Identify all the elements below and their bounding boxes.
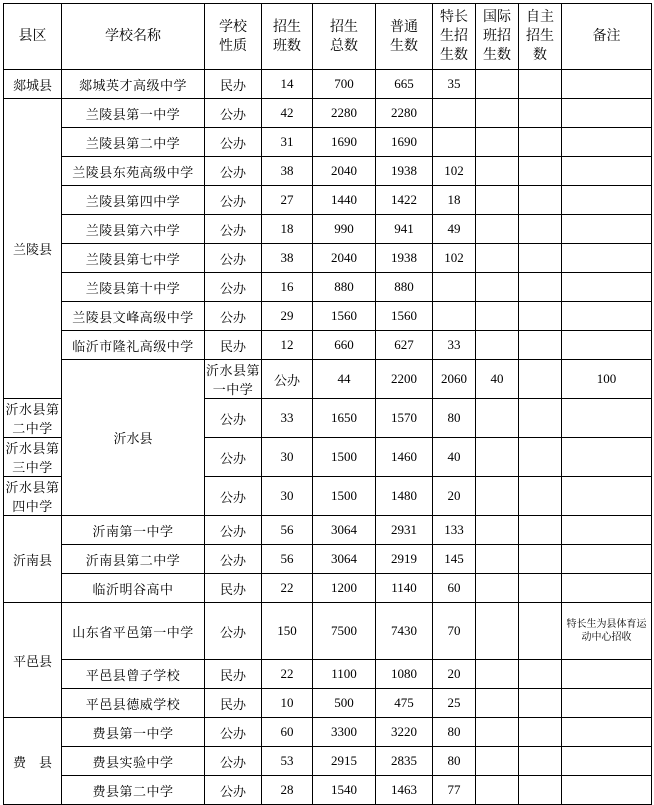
table-row [4, 273, 652, 302]
class-count-cell: 18 [262, 215, 313, 244]
specialty-students-cell: 102 [433, 157, 476, 186]
total-enrollment-cell: 2200 [376, 360, 433, 399]
county-cell: 郯城县 [4, 70, 62, 99]
table-row [4, 331, 652, 360]
total-enrollment-cell: 500 [313, 689, 376, 718]
remarks-cell: 特长生为县体育运动中心招收 [562, 603, 652, 660]
total-enrollment-cell: 990 [313, 215, 376, 244]
school-name-cell: 临沂市隆礼高级中学 [62, 331, 205, 360]
remarks-cell [562, 516, 652, 545]
school-name-cell: 费县第二中学 [62, 776, 205, 805]
school-nature-cell: 民办 [205, 689, 262, 718]
international-class-cell [476, 186, 519, 215]
specialty-students-cell: 20 [433, 477, 476, 516]
specialty-students-cell: 80 [433, 399, 476, 438]
specialty-students-cell: 33 [433, 331, 476, 360]
school-nature-cell: 公办 [205, 128, 262, 157]
table-row [4, 516, 652, 545]
total-enrollment-cell: 2915 [313, 747, 376, 776]
general-students-cell: 1570 [376, 399, 433, 438]
remarks-cell [562, 747, 652, 776]
remarks-cell [562, 399, 652, 438]
header-county: 县区 [4, 4, 62, 70]
general-students-cell: 2919 [376, 545, 433, 574]
independent-enrollment-cell [519, 660, 562, 689]
independent-enrollment-cell [519, 399, 562, 438]
total-enrollment-cell: 1540 [313, 776, 376, 805]
specialty-students-cell: 20 [433, 660, 476, 689]
class-count-cell: 42 [262, 99, 313, 128]
school-nature-cell: 民办 [205, 574, 262, 603]
specialty-students-cell [433, 99, 476, 128]
school-name-cell: 沂水县第三中学 [4, 438, 62, 477]
independent-enrollment-cell [519, 574, 562, 603]
total-enrollment-cell: 2280 [313, 99, 376, 128]
school-name-cell: 兰陵县东苑高级中学 [62, 157, 205, 186]
total-enrollment-cell: 1200 [313, 574, 376, 603]
general-students-cell: 941 [376, 215, 433, 244]
international-class-cell [476, 70, 519, 99]
specialty-students-cell [433, 128, 476, 157]
independent-enrollment-cell [519, 244, 562, 273]
table-row [4, 70, 652, 99]
header-nature: 学校性质 [205, 4, 262, 70]
specialty-students-cell [433, 302, 476, 331]
table-row [4, 603, 652, 660]
school-name-cell: 临沂明谷高中 [62, 574, 205, 603]
independent-enrollment-cell [519, 302, 562, 331]
school-nature-cell: 公办 [205, 244, 262, 273]
header-special: 特长生招生数 [433, 4, 476, 70]
total-enrollment-cell: 3064 [313, 516, 376, 545]
international-class-cell [476, 516, 519, 545]
school-nature-cell: 公办 [205, 99, 262, 128]
school-name-cell: 兰陵县第四中学 [62, 186, 205, 215]
specialty-students-cell: 80 [433, 718, 476, 747]
remarks-cell [562, 438, 652, 477]
independent-enrollment-cell: 100 [562, 360, 652, 399]
remarks-cell [562, 545, 652, 574]
county-cell: 费 县 [4, 718, 62, 805]
school-nature-cell: 公办 [205, 516, 262, 545]
remarks-cell [562, 477, 652, 516]
independent-enrollment-cell [519, 718, 562, 747]
specialty-students-cell [433, 273, 476, 302]
table-row [4, 747, 652, 776]
remarks-cell [562, 689, 652, 718]
county-cell: 沂水县 [62, 360, 205, 516]
international-class-cell [476, 273, 519, 302]
header-row [4, 4, 652, 70]
school-nature-cell: 公办 [205, 545, 262, 574]
general-students-cell: 1938 [376, 244, 433, 273]
total-enrollment-cell: 1500 [313, 477, 376, 516]
general-students-cell: 665 [376, 70, 433, 99]
international-class-cell [476, 574, 519, 603]
table-row [4, 776, 652, 805]
total-enrollment-cell: 3064 [313, 545, 376, 574]
international-class-cell [476, 128, 519, 157]
class-count-cell: 53 [262, 747, 313, 776]
total-enrollment-cell: 1650 [313, 399, 376, 438]
remarks-cell [562, 660, 652, 689]
class-count-cell: 14 [262, 70, 313, 99]
school-nature-cell: 公办 [205, 747, 262, 776]
international-class-cell [476, 776, 519, 805]
school-name-cell: 兰陵县第十中学 [62, 273, 205, 302]
table-row [4, 302, 652, 331]
independent-enrollment-cell [519, 747, 562, 776]
specialty-students-cell: 60 [433, 574, 476, 603]
specialty-students-cell: 145 [433, 545, 476, 574]
school-name-cell: 费县第一中学 [62, 718, 205, 747]
remarks-cell [562, 157, 652, 186]
international-class-cell [476, 331, 519, 360]
independent-enrollment-cell [519, 603, 562, 660]
school-nature-cell: 公办 [205, 438, 262, 477]
independent-enrollment-cell [519, 99, 562, 128]
table-row [4, 186, 652, 215]
school-nature-cell: 公办 [205, 776, 262, 805]
general-students-cell: 2835 [376, 747, 433, 776]
independent-enrollment-cell [519, 516, 562, 545]
remarks-cell [562, 302, 652, 331]
class-count-cell: 30 [262, 477, 313, 516]
school-name-cell: 兰陵县第二中学 [62, 128, 205, 157]
school-nature-cell: 公办 [262, 360, 313, 399]
total-enrollment-cell: 3300 [313, 718, 376, 747]
school-name-cell: 郯城英才高级中学 [62, 70, 205, 99]
international-class-cell [476, 244, 519, 273]
independent-enrollment-cell [519, 477, 562, 516]
class-count-cell: 30 [262, 438, 313, 477]
specialty-students-cell: 40 [433, 438, 476, 477]
school-nature-cell: 公办 [205, 273, 262, 302]
independent-enrollment-cell [519, 331, 562, 360]
county-cell: 平邑县 [4, 603, 62, 718]
header-auto: 自主招生数 [519, 4, 562, 70]
class-count-cell: 31 [262, 128, 313, 157]
school-name-cell: 兰陵县第六中学 [62, 215, 205, 244]
specialty-students-cell: 102 [433, 244, 476, 273]
table-row [4, 689, 652, 718]
total-enrollment-cell: 880 [313, 273, 376, 302]
total-enrollment-cell: 1100 [313, 660, 376, 689]
school-nature-cell: 公办 [205, 603, 262, 660]
school-nature-cell: 民办 [205, 331, 262, 360]
remarks-cell [562, 244, 652, 273]
school-name-cell: 兰陵县第一中学 [62, 99, 205, 128]
table-row [4, 215, 652, 244]
international-class-cell [476, 157, 519, 186]
school-name-cell: 沂水县第一中学 [205, 360, 262, 399]
general-students-cell: 475 [376, 689, 433, 718]
school-name-cell: 沂水县第四中学 [4, 477, 62, 516]
class-count-cell: 38 [262, 244, 313, 273]
class-count-cell: 56 [262, 516, 313, 545]
general-students-cell: 1560 [376, 302, 433, 331]
general-students-cell: 880 [376, 273, 433, 302]
county-cell: 兰陵县 [4, 99, 62, 399]
class-count-cell: 44 [313, 360, 376, 399]
general-students-cell: 627 [376, 331, 433, 360]
specialty-students-cell: 77 [433, 776, 476, 805]
header-note: 备注 [562, 4, 652, 70]
general-students-cell: 7430 [376, 603, 433, 660]
class-count-cell: 60 [262, 718, 313, 747]
school-nature-cell: 公办 [205, 186, 262, 215]
general-students-cell: 1463 [376, 776, 433, 805]
school-nature-cell: 公办 [205, 718, 262, 747]
international-class-cell [476, 718, 519, 747]
header-general: 普通生数 [376, 4, 433, 70]
school-nature-cell: 公办 [205, 477, 262, 516]
header-school: 学校名称 [62, 4, 205, 70]
international-class-cell [476, 477, 519, 516]
header-intl: 国际班招生数 [476, 4, 519, 70]
remarks-cell [562, 99, 652, 128]
specialty-students-cell: 25 [433, 689, 476, 718]
class-count-cell: 22 [262, 574, 313, 603]
specialty-students-cell: 80 [433, 747, 476, 776]
total-enrollment-cell: 1560 [313, 302, 376, 331]
general-students-cell: 1140 [376, 574, 433, 603]
table-row [4, 157, 652, 186]
specialty-students-cell: 133 [433, 516, 476, 545]
total-enrollment-cell: 2040 [313, 157, 376, 186]
independent-enrollment-cell [519, 157, 562, 186]
international-class-cell [476, 545, 519, 574]
remarks-cell [562, 574, 652, 603]
total-enrollment-cell: 660 [313, 331, 376, 360]
general-students-cell: 1938 [376, 157, 433, 186]
international-class-cell [476, 99, 519, 128]
class-count-cell: 56 [262, 545, 313, 574]
school-nature-cell: 公办 [205, 399, 262, 438]
remarks-cell [562, 273, 652, 302]
international-class-cell [476, 302, 519, 331]
general-students-cell: 1080 [376, 660, 433, 689]
school-nature-cell: 公办 [205, 302, 262, 331]
specialty-students-cell: 49 [433, 215, 476, 244]
class-count-cell: 29 [262, 302, 313, 331]
remarks-cell [562, 186, 652, 215]
independent-enrollment-cell [519, 689, 562, 718]
class-count-cell: 28 [262, 776, 313, 805]
school-nature-cell: 公办 [205, 157, 262, 186]
school-name-cell: 沂水县第二中学 [4, 399, 62, 438]
table-row [4, 718, 652, 747]
remarks-cell [562, 70, 652, 99]
class-count-cell: 12 [262, 331, 313, 360]
general-students-cell: 2931 [376, 516, 433, 545]
class-count-cell: 150 [262, 603, 313, 660]
remarks-cell [562, 128, 652, 157]
header-total: 招生总数 [313, 4, 376, 70]
class-count-cell: 22 [262, 660, 313, 689]
school-nature-cell: 民办 [205, 660, 262, 689]
county-cell: 沂南县 [4, 516, 62, 603]
independent-enrollment-cell [519, 273, 562, 302]
class-count-cell: 10 [262, 689, 313, 718]
header-classes: 招生班数 [262, 4, 313, 70]
specialty-students-cell: 35 [433, 70, 476, 99]
school-name-cell: 沂南第一中学 [62, 516, 205, 545]
general-students-cell: 2060 [433, 360, 476, 399]
international-class-cell [476, 747, 519, 776]
international-class-cell [476, 660, 519, 689]
remarks-cell [562, 776, 652, 805]
school-name-cell: 平邑县曾子学校 [62, 660, 205, 689]
class-count-cell: 16 [262, 273, 313, 302]
independent-enrollment-cell [519, 776, 562, 805]
remarks-cell [562, 331, 652, 360]
class-count-cell: 27 [262, 186, 313, 215]
independent-enrollment-cell [519, 215, 562, 244]
school-name-cell: 山东省平邑第一中学 [62, 603, 205, 660]
school-nature-cell: 民办 [205, 70, 262, 99]
remarks-cell [562, 718, 652, 747]
table-row [4, 128, 652, 157]
total-enrollment-cell: 1690 [313, 128, 376, 157]
enrollment-table [3, 3, 652, 805]
school-name-cell: 兰陵县文峰高级中学 [62, 302, 205, 331]
general-students-cell: 1480 [376, 477, 433, 516]
independent-enrollment-cell [519, 545, 562, 574]
total-enrollment-cell: 1500 [313, 438, 376, 477]
school-name-cell: 平邑县德威学校 [62, 689, 205, 718]
total-enrollment-cell: 700 [313, 70, 376, 99]
school-name-cell: 沂南县第二中学 [62, 545, 205, 574]
table-row [4, 574, 652, 603]
specialty-students-cell: 70 [433, 603, 476, 660]
remarks-cell [562, 215, 652, 244]
general-students-cell: 1690 [376, 128, 433, 157]
general-students-cell: 2280 [376, 99, 433, 128]
international-class-cell [519, 360, 562, 399]
table-row [4, 660, 652, 689]
independent-enrollment-cell [519, 128, 562, 157]
class-count-cell: 33 [262, 399, 313, 438]
international-class-cell [476, 399, 519, 438]
international-class-cell [476, 438, 519, 477]
general-students-cell: 1460 [376, 438, 433, 477]
international-class-cell [476, 689, 519, 718]
table-row [4, 545, 652, 574]
specialty-students-cell: 18 [433, 186, 476, 215]
table-row [4, 99, 652, 128]
total-enrollment-cell: 7500 [313, 603, 376, 660]
independent-enrollment-cell [519, 438, 562, 477]
total-enrollment-cell: 1440 [313, 186, 376, 215]
independent-enrollment-cell [519, 70, 562, 99]
international-class-cell [476, 215, 519, 244]
school-name-cell: 费县实验中学 [62, 747, 205, 776]
total-enrollment-cell: 2040 [313, 244, 376, 273]
school-nature-cell: 公办 [205, 215, 262, 244]
independent-enrollment-cell [519, 186, 562, 215]
table-row [4, 244, 652, 273]
general-students-cell: 1422 [376, 186, 433, 215]
specialty-students-cell: 40 [476, 360, 519, 399]
class-count-cell: 38 [262, 157, 313, 186]
table-row [4, 360, 652, 399]
school-name-cell: 兰陵县第七中学 [62, 244, 205, 273]
general-students-cell: 3220 [376, 718, 433, 747]
international-class-cell [476, 603, 519, 660]
